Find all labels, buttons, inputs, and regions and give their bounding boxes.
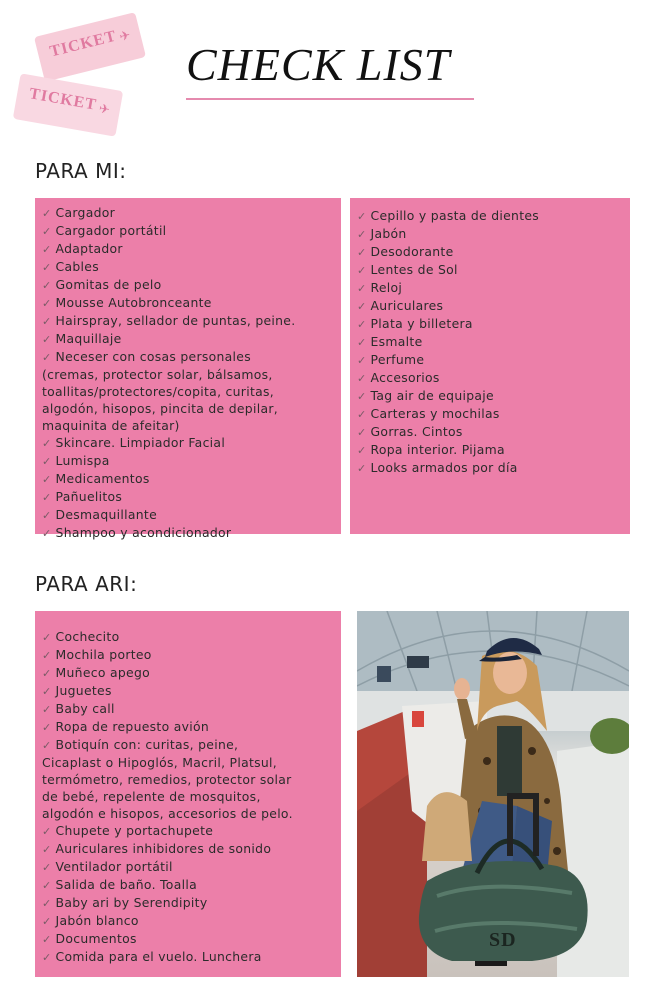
checklist-item: [42, 222, 341, 240]
check-icon: ✓: [42, 915, 52, 928]
check-icon: ✓: [42, 491, 52, 504]
check-icon: ✓: [42, 455, 52, 468]
checklist-item-text: Cables: [55, 259, 99, 274]
ticket-graphic: [34, 12, 146, 82]
check-icon: ✓: [42, 631, 52, 644]
check-icon: ✓: [42, 297, 52, 310]
checklist-item: [357, 207, 630, 225]
checklist-item: [357, 225, 630, 243]
check-icon: ✓: [357, 426, 367, 439]
checklist-item: [42, 400, 341, 417]
checklist: [42, 204, 341, 542]
checklist-item-text: (cremas, protector solar, bálsamos,: [42, 367, 273, 382]
checklist-item-text: Cicaplast o Hipoglós, Macril, Platsul,: [42, 755, 278, 770]
checklist-item-text: Baby call: [55, 701, 115, 716]
ticket-decoration: [8, 6, 158, 141]
checklist-item-text: Cochecito: [55, 629, 120, 644]
check-icon: ✓: [42, 473, 52, 486]
checklist-item: [42, 646, 341, 664]
checklist-item: [42, 858, 341, 876]
checklist-item: [42, 700, 341, 718]
checklist-item: [42, 664, 341, 682]
check-icon: ✓: [357, 246, 367, 259]
checklist-item: [42, 452, 341, 470]
checklist-item: [42, 840, 341, 858]
check-icon: ✓: [42, 667, 52, 680]
check-icon: ✓: [357, 390, 367, 403]
checklist-item-text: Esmalte: [370, 334, 423, 349]
checklist-item: [42, 434, 341, 452]
checklist-item-text: Pañuelitos: [55, 489, 123, 504]
checklist-item-text: Gomitas de pelo: [55, 277, 162, 292]
checklist-item: [42, 736, 341, 754]
checklist-item: [42, 930, 341, 948]
check-icon: ✓: [42, 279, 52, 292]
checklist-item: [357, 441, 630, 459]
checklist-item-text: Chupete y portachupete: [55, 823, 214, 838]
checklist-item: [42, 876, 341, 894]
checklist: [357, 207, 630, 477]
checklist-item: [42, 506, 341, 524]
checklist-item-text: Botiquín con: curitas, peine,: [55, 737, 239, 752]
checklist-item: [42, 754, 341, 771]
checklist-item-text: maquinita de afeitar): [42, 418, 180, 433]
checklist-item-text: Auriculares: [370, 298, 444, 313]
checklist-item: [357, 333, 630, 351]
check-icon: ✓: [357, 372, 367, 385]
check-icon: ✓: [42, 243, 52, 256]
check-icon: ✓: [42, 207, 52, 220]
checklist-item: [42, 366, 341, 383]
checklist-item-text: Salida de baño. Toalla: [55, 877, 197, 892]
checklist-item-text: Jabón blanco: [55, 913, 139, 928]
checklist-item-text: Skincare. Limpiador Facial: [55, 435, 226, 450]
checklist-item-text: Accesorios: [370, 370, 440, 385]
checklist-item: [42, 718, 341, 736]
page-title: CHECK LIST: [186, 39, 451, 90]
check-icon: ✓: [42, 933, 52, 946]
ticket-graphic: [13, 73, 123, 136]
check-icon: ✓: [42, 685, 52, 698]
checklist-box-mi-right: [350, 198, 630, 534]
check-icon: ✓: [42, 825, 52, 838]
checklist-item-text: Jabón: [370, 226, 407, 241]
checklist-item-text: Perfume: [370, 352, 425, 367]
checklist-item: [42, 788, 341, 805]
checklist-item-text: Carteras y mochilas: [370, 406, 500, 421]
checklist-item: [357, 297, 630, 315]
check-icon: ✓: [42, 703, 52, 716]
check-icon: ✓: [42, 261, 52, 274]
checklist-item: [357, 261, 630, 279]
checklist-item-text: algodón, hisopos, pincita de depilar,: [42, 401, 278, 416]
checklist-item-text: Muñeco apego: [55, 665, 151, 680]
checklist-item-text: toallitas/protectores/copita, curitas,: [42, 384, 274, 399]
check-icon: ✓: [357, 282, 367, 295]
checklist-item-text: Reloj: [370, 280, 403, 295]
checklist-item-text: de bebé, repelente de mosquitos,: [42, 789, 261, 804]
checklist: [42, 628, 341, 966]
checklist-box-mi-left: [35, 198, 341, 540]
checklist-item: [357, 243, 630, 261]
check-icon: ✓: [42, 437, 52, 450]
check-icon: ✓: [357, 300, 367, 313]
checklist-item-text: Desmaquillante: [55, 507, 157, 522]
section-heading-para-mi: PARA MI:: [35, 159, 127, 183]
checklist-item: [42, 258, 341, 276]
checklist-item: [42, 948, 341, 966]
checklist-item-text: Medicamentos: [55, 471, 150, 486]
check-icon: ✓: [42, 351, 52, 364]
checklist-item-text: Ropa interior. Pijama: [370, 442, 505, 457]
ticket-label: TICKET: [48, 27, 119, 61]
checklist-item-text: Cepillo y pasta de dientes: [370, 208, 540, 223]
checklist-item-text: algodón e hisopos, accesorios de pelo.: [42, 806, 293, 821]
check-icon: ✓: [357, 228, 367, 241]
checklist-item-text: Baby ari by Serendipity: [55, 895, 208, 910]
checklist-item: [42, 470, 341, 488]
checklist-item: [42, 330, 341, 348]
check-icon: ✓: [42, 721, 52, 734]
checklist-item-text: Cargador portátil: [55, 223, 167, 238]
checklist-item: [42, 682, 341, 700]
checklist-item-text: Juguetes: [55, 683, 112, 698]
check-icon: ✓: [42, 527, 52, 540]
checklist-item-text: Maquillaje: [55, 331, 122, 346]
check-icon: ✓: [42, 649, 52, 662]
checklist-item: [42, 294, 341, 312]
checklist-item: [357, 459, 630, 477]
checklist-item: [42, 276, 341, 294]
checklist-item: [42, 383, 341, 400]
checklist-item-text: termómetro, remedios, protector solar: [42, 772, 292, 787]
checklist-item-text: Cargador: [55, 205, 116, 220]
airport-photo-illustration: [357, 611, 629, 977]
check-icon: ✓: [357, 318, 367, 331]
checklist-item-text: Documentos: [55, 931, 137, 946]
checklist-item-text: Auriculares inhibidores de sonido: [55, 841, 272, 856]
checklist-item: [42, 822, 341, 840]
checklist-item-text: Shampoo y acondicionador: [55, 525, 232, 540]
check-icon: ✓: [357, 264, 367, 277]
checklist-item: [357, 387, 630, 405]
checklist-item: [42, 204, 341, 222]
check-icon: ✓: [357, 336, 367, 349]
travel-photo: [357, 611, 629, 977]
checklist-item: [357, 369, 630, 387]
checklist-item-text: Looks armados por día: [370, 460, 518, 475]
checklist-item: [42, 348, 341, 366]
checklist-item-text: Comida para el vuelo. Lunchera: [55, 949, 262, 964]
check-icon: ✓: [357, 210, 367, 223]
check-icon: ✓: [357, 354, 367, 367]
checklist-box-ari: [35, 611, 341, 977]
section-heading-para-ari: PARA ARI:: [35, 572, 138, 596]
check-icon: ✓: [42, 333, 52, 346]
check-icon: ✓: [42, 509, 52, 522]
checklist-item: [42, 312, 341, 330]
checklist-item: [357, 315, 630, 333]
checklist-item: [42, 894, 341, 912]
checklist-item: [42, 240, 341, 258]
checklist-item: [42, 488, 341, 506]
checklist-item-text: Mochila porteo: [55, 647, 152, 662]
checklist-item: [357, 423, 630, 441]
checklist-item-text: Ventilador portátil: [55, 859, 173, 874]
airplane-icon: ✈: [117, 28, 133, 46]
checklist-item-text: Adaptador: [55, 241, 123, 256]
checklist-item: [357, 351, 630, 369]
checklist-item-text: Lumispa: [55, 453, 110, 468]
check-icon: ✓: [42, 225, 52, 238]
check-icon: ✓: [42, 879, 52, 892]
checklist-item-text: Desodorante: [370, 244, 454, 259]
check-icon: ✓: [42, 739, 52, 752]
checklist-item: [357, 405, 630, 423]
checklist-item: [42, 771, 341, 788]
checklist-item-text: Gorras. Cintos: [370, 424, 463, 439]
checklist-item-text: Tag air de equipaje: [370, 388, 494, 403]
checklist-item: [42, 912, 341, 930]
checklist-item-text: Mousse Autobronceante: [55, 295, 212, 310]
checklist-item-text: Neceser con cosas personales: [55, 349, 251, 364]
check-icon: ✓: [42, 897, 52, 910]
check-icon: ✓: [357, 444, 367, 457]
checklist-item-text: Ropa de repuesto avión: [55, 719, 210, 734]
checklist-item: [42, 805, 341, 822]
checklist-item: [357, 279, 630, 297]
check-icon: ✓: [357, 408, 367, 421]
bag-monogram: SD: [489, 929, 517, 951]
checklist-item-text: Lentes de Sol: [370, 262, 458, 277]
checklist-item: [42, 524, 341, 542]
checklist-item: [42, 417, 341, 434]
title-underline: [186, 98, 474, 100]
airplane-icon: ✈: [97, 101, 111, 119]
check-icon: ✓: [42, 843, 52, 856]
checklist-item-text: Hairspray, sellador de puntas, peine.: [55, 313, 296, 328]
check-icon: ✓: [42, 315, 52, 328]
check-icon: ✓: [42, 951, 52, 964]
checklist-item: [42, 628, 341, 646]
check-icon: ✓: [42, 861, 52, 874]
checklist-item-text: Plata y billetera: [370, 316, 473, 331]
check-icon: ✓: [357, 462, 367, 475]
ticket-label: TICKET: [27, 85, 99, 114]
